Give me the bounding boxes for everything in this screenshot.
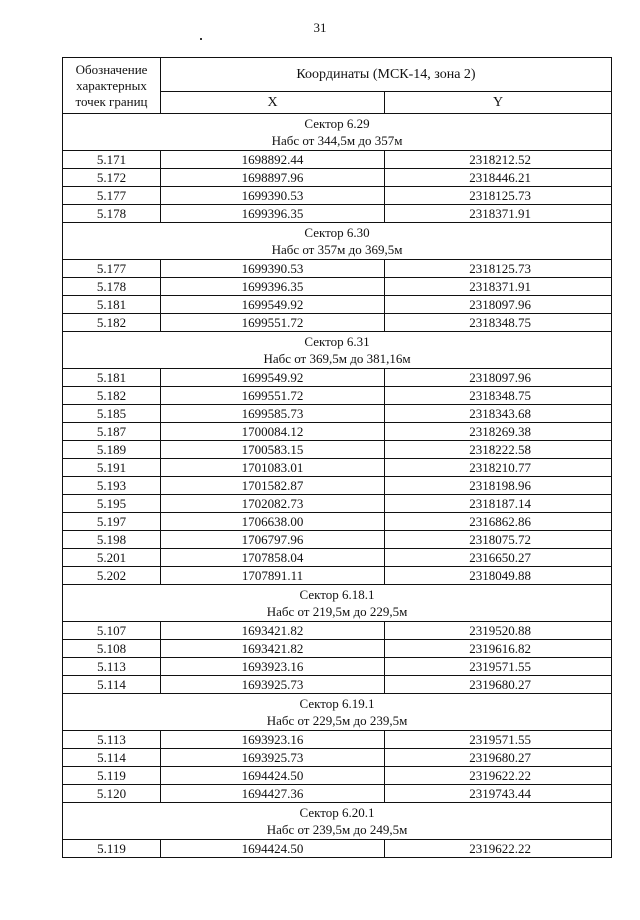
table-row	[63, 314, 612, 332]
y-coordinate-cell: 2318097.96	[385, 296, 612, 314]
sector-title: Сектор 6.19.1	[299, 696, 375, 711]
y-coordinate-cell: 2318269.38	[385, 423, 612, 441]
sector-header	[63, 332, 612, 369]
y-coordinate-cell: 2319616.82	[385, 640, 612, 658]
y-coordinate-cell: 2316650.27	[385, 549, 612, 567]
table-row	[63, 549, 612, 567]
sector-height-range: Набс от 219,5м до 229,5м	[266, 604, 408, 619]
y-coordinate-cell: 2318348.75	[385, 314, 612, 332]
x-coordinate-cell: 1694427.36	[161, 785, 385, 803]
table-body	[63, 114, 612, 858]
y-coordinate-cell: 2318371.91	[385, 278, 612, 296]
x-coordinate-cell: 1693421.82	[161, 622, 385, 640]
point-id-cell: 5.182	[63, 314, 161, 332]
x-coordinate-cell: 1699551.72	[161, 314, 385, 332]
x-coordinate-cell: 1693925.73	[161, 749, 385, 767]
sector-header-row	[63, 332, 612, 369]
y-coordinate-cell: 2319571.55	[385, 658, 612, 676]
table-row	[63, 369, 612, 387]
x-coordinate-cell: 1699551.72	[161, 387, 385, 405]
y-coordinate-cell: 2318210.77	[385, 459, 612, 477]
point-id-cell: 5.113	[63, 658, 161, 676]
x-coordinate-cell: 1699396.35	[161, 205, 385, 223]
point-id-cell: 5.108	[63, 640, 161, 658]
table-row	[63, 296, 612, 314]
x-coordinate-cell: 1701582.87	[161, 477, 385, 495]
y-coordinate-cell: 2319680.27	[385, 676, 612, 694]
point-id-cell: 5.195	[63, 495, 161, 513]
x-coordinate-cell: 1706638.00	[161, 513, 385, 531]
y-coordinate-cell: 2319622.22	[385, 767, 612, 785]
x-coordinate-cell: 1702082.73	[161, 495, 385, 513]
table-row	[63, 205, 612, 223]
table-row	[63, 531, 612, 549]
y-coordinate-cell: 2318348.75	[385, 387, 612, 405]
x-coordinate-cell: 1699585.73	[161, 405, 385, 423]
x-coordinate-cell: 1698892.44	[161, 151, 385, 169]
sector-height-range: Набс от 344,5м до 357м	[271, 133, 403, 148]
table-row	[63, 676, 612, 694]
page-number: 31	[313, 20, 327, 35]
y-coordinate-cell: 2318446.21	[385, 169, 612, 187]
sector-height-range: Набс от 369,5м до 381,16м	[263, 351, 411, 366]
point-id-cell: 5.181	[63, 296, 161, 314]
sector-header	[63, 114, 612, 151]
x-coordinate-cell: 1693421.82	[161, 640, 385, 658]
y-coordinate-cell: 2318343.68	[385, 405, 612, 423]
y-coordinate-cell: 2319743.44	[385, 785, 612, 803]
table-row	[63, 260, 612, 278]
sector-title: Сектор 6.20.1	[299, 805, 375, 820]
sector-title: Сектор 6.31	[304, 334, 370, 349]
point-id-cell: 5.202	[63, 567, 161, 585]
sector-title: Сектор 6.30	[304, 225, 370, 240]
y-coordinate-cell: 2319680.27	[385, 749, 612, 767]
sector-height-range: Набс от 229,5м до 239,5м	[266, 713, 408, 728]
x-coordinate-cell: 1693923.16	[161, 658, 385, 676]
y-coordinate-cell: 2318125.73	[385, 187, 612, 205]
x-coordinate-cell: 1701083.01	[161, 459, 385, 477]
x-coordinate-cell: 1694424.50	[161, 767, 385, 785]
table-row	[63, 459, 612, 477]
point-id-cell: 5.191	[63, 459, 161, 477]
y-coordinate-cell: 2318222.58	[385, 441, 612, 459]
table-row	[63, 767, 612, 785]
point-id-cell: 5.177	[63, 187, 161, 205]
table-row	[63, 840, 612, 858]
point-id-cell: 5.172	[63, 169, 161, 187]
y-coordinate-cell: 2318125.73	[385, 260, 612, 278]
x-coordinate-cell: 1699390.53	[161, 187, 385, 205]
table-row	[63, 278, 612, 296]
y-column-header: Y	[385, 92, 612, 114]
table-row	[63, 169, 612, 187]
table-row	[63, 495, 612, 513]
x-coordinate-cell: 1699549.92	[161, 369, 385, 387]
y-coordinate-cell: 2318187.14	[385, 495, 612, 513]
table-row	[63, 441, 612, 459]
point-id-cell: 5.113	[63, 731, 161, 749]
point-id-cell: 5.107	[63, 622, 161, 640]
y-coordinate-cell: 2318075.72	[385, 531, 612, 549]
table-row	[63, 387, 612, 405]
table-row	[63, 567, 612, 585]
point-id-cell: 5.114	[63, 749, 161, 767]
point-id-cell: 5.193	[63, 477, 161, 495]
point-id-cell: 5.189	[63, 441, 161, 459]
y-coordinate-cell: 2319520.88	[385, 622, 612, 640]
point-id-cell: 5.182	[63, 387, 161, 405]
sector-header	[63, 585, 612, 622]
x-coordinate-cell: 1700583.15	[161, 441, 385, 459]
x-coordinate-cell: 1699396.35	[161, 278, 385, 296]
sector-header-row	[63, 114, 612, 151]
x-coordinate-cell: 1707891.11	[161, 567, 385, 585]
point-id-cell: 5.119	[63, 767, 161, 785]
point-id-cell: 5.171	[63, 151, 161, 169]
x-coordinate-cell: 1706797.96	[161, 531, 385, 549]
y-coordinate-cell: 2318198.96	[385, 477, 612, 495]
point-id-cell: 5.114	[63, 676, 161, 694]
table-row	[63, 731, 612, 749]
scan-speck	[200, 38, 202, 40]
point-id-cell: 5.178	[63, 278, 161, 296]
table-row	[63, 405, 612, 423]
point-id-cell: 5.177	[63, 260, 161, 278]
point-id-cell: 5.181	[63, 369, 161, 387]
point-id-cell: 5.187	[63, 423, 161, 441]
coordinates-table	[62, 57, 612, 858]
point-id-cell: 5.178	[63, 205, 161, 223]
table-row	[63, 658, 612, 676]
point-id-cell: 5.197	[63, 513, 161, 531]
sector-title: Сектор 6.18.1	[299, 587, 375, 602]
y-coordinate-cell: 2318212.52	[385, 151, 612, 169]
x-coordinate-cell: 1698897.96	[161, 169, 385, 187]
coords-title-header: Координаты (МСК-14, зона 2)	[161, 58, 612, 92]
table-row	[63, 640, 612, 658]
x-coordinate-cell: 1694424.50	[161, 840, 385, 858]
y-coordinate-cell: 2319571.55	[385, 731, 612, 749]
x-coordinate-cell: 1699549.92	[161, 296, 385, 314]
table-row	[63, 187, 612, 205]
table-row	[63, 151, 612, 169]
y-coordinate-cell: 2316862.86	[385, 513, 612, 531]
point-id-cell: 5.198	[63, 531, 161, 549]
point-id-cell: 5.185	[63, 405, 161, 423]
table-row	[63, 785, 612, 803]
x-coordinate-cell: 1693925.73	[161, 676, 385, 694]
table-row	[63, 423, 612, 441]
point-id-cell: 5.119	[63, 840, 161, 858]
point-id-cell: 5.120	[63, 785, 161, 803]
sector-header-row	[63, 585, 612, 622]
sector-height-range: Набс от 357м до 369,5м	[271, 242, 403, 257]
x-column-header: X	[161, 92, 385, 114]
table-row	[63, 477, 612, 495]
sector-header	[63, 694, 612, 731]
y-coordinate-cell: 2318049.88	[385, 567, 612, 585]
y-coordinate-cell: 2318371.91	[385, 205, 612, 223]
x-coordinate-cell: 1700084.12	[161, 423, 385, 441]
sector-title: Сектор 6.29	[304, 116, 370, 131]
sector-header-row	[63, 803, 612, 840]
sector-header	[63, 803, 612, 840]
table-row	[63, 622, 612, 640]
sector-header	[63, 223, 612, 260]
sector-header-row	[63, 223, 612, 260]
y-coordinate-cell: 2318097.96	[385, 369, 612, 387]
point-id-cell: 5.201	[63, 549, 161, 567]
table-row	[63, 749, 612, 767]
table-row	[63, 513, 612, 531]
x-coordinate-cell: 1699390.53	[161, 260, 385, 278]
x-coordinate-cell: 1693923.16	[161, 731, 385, 749]
sector-header-row	[63, 694, 612, 731]
y-coordinate-cell: 2319622.22	[385, 840, 612, 858]
point-label-header: Обозначение характерных точек границ	[63, 58, 161, 114]
sector-height-range: Набс от 239,5м до 249,5м	[266, 822, 408, 837]
x-coordinate-cell: 1707858.04	[161, 549, 385, 567]
